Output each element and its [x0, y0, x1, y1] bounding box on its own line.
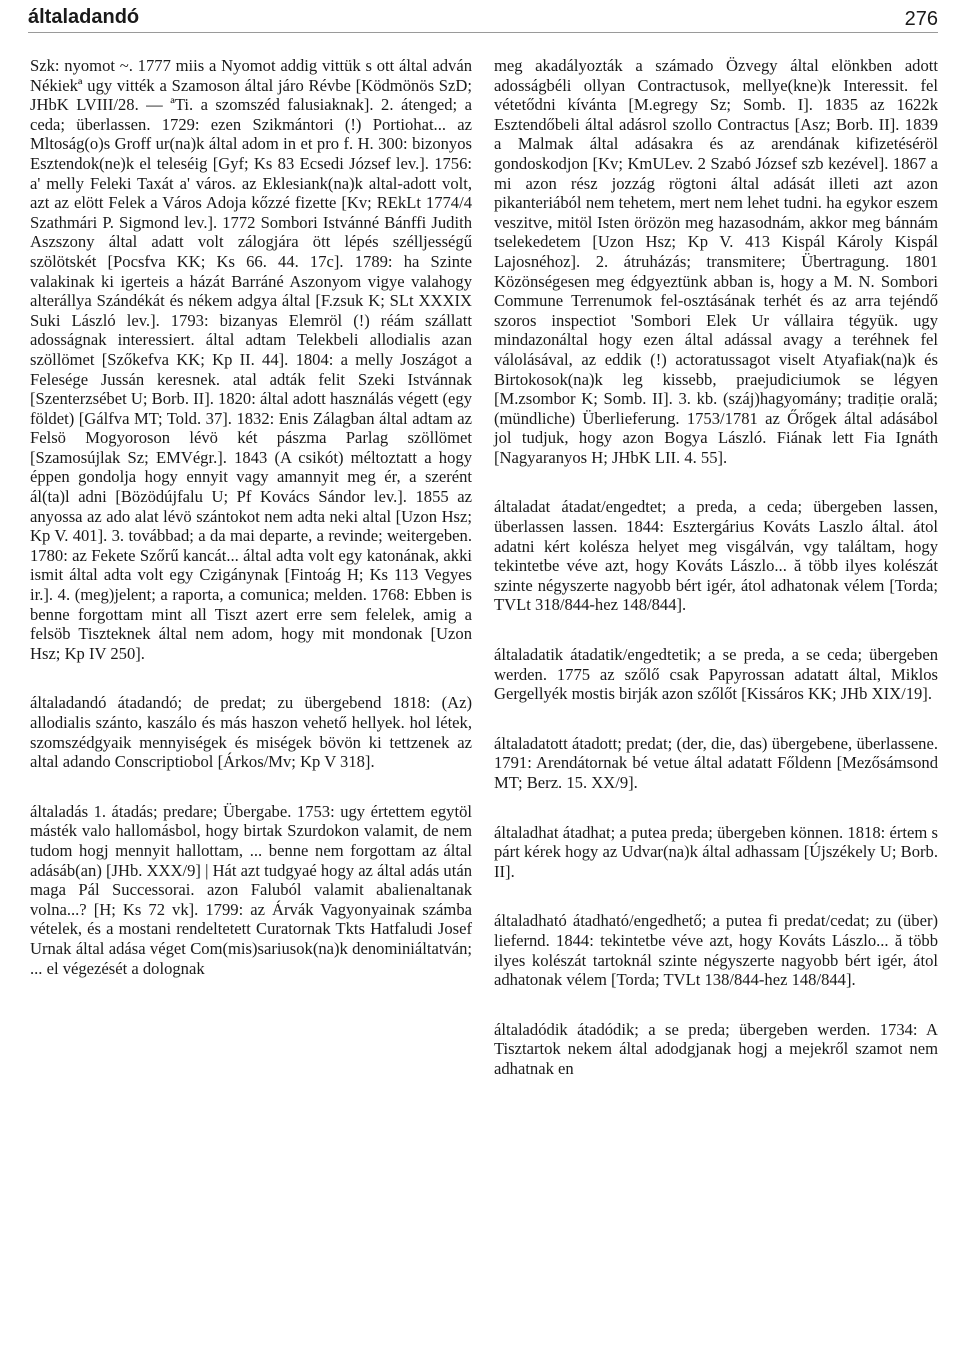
page-number: 276: [904, 8, 938, 30]
page-header: [28, 2, 938, 33]
entry-altaladodik: általadódik átadódik; a se preda; übergeben werden. 1734: A Tisztartok nekem által adodgjanak hogj a mejekről szamot nem adhatnak en: [494, 1019, 938, 1078]
entry-altaladatik: általadatik átadatik/engedtetik; a se preda, a se ceda; übergeben werden. 1775 az szőlő csak Papyrossan adatatt által, Miklos Gergellyék mostis birják azon szőlőt [Kissáros KK; JHb XIX/19].: [494, 645, 938, 704]
entry-altaladas: általadás 1. átadás; predare; Übergabe. 1753: ugy értettem egytöl másték valo hallomásbol, hogy birtak Szurdokon valamit, de nem tudom hogj mennyit hallottam, ... benne nem forgottam az által adásáb(an) [JHb. XXX/9] | Hát azt tudgyaé hogy az által adás után maga Pál Successorai. azon Faluból valamit abalienaltanak volna...? [H; Ks 72 vk]. 1799: az Árvák Vagyonyainak számba vételek, és a mostani rendeltetett Curatornak Tkts Hatfaludi Josef Urnak által adása véget Com(mis)sariusok(na)k denominiáltatván; ... el végezését a dolognak: [30, 801, 472, 978]
entry-altaladatott: általadatott átadott; predat; (der, die, das) übergebene, überlassene. 1791: Arendátornak bé vetue által adatatt Főldenn [Mezősámsond MT; Berz. 15. XX/9].: [494, 733, 938, 792]
entry-continuation: Szk: nyomot ~. 1777 miis a Nyomot addig vittük s ott által adván Nékiekª ugy vitték a Szamoson által járo Révbe [Ködmönös SzD; JHbK LVIII/28. — ªTi. a szomszéd falusiaknak]. 2. átenged; a ceda; überlassen. 1729: ezen Szikmántori (!) Portiohat... az Mltoság(o)s Groff ur(na)k által adom in et pro f. H. 300: bizonyos Esztendok(ne)k el teleséig [Gyf; Ks 83 Ecsedi József lev.]. 1756: a' melly Feleki Taxát a' város. az Eklesiank(na)k altal-adott volt, azt az elött Felek a Város Adoja kőzzé fizette [Kv; REkLt 1774/4 Szathmári P. Sigmond lev.]. 1772 Sombori Istvánné Bánffi Judith Aszszony által adatt volt zálogjára ött lépés szélljességű szölötskét [Pocsfva KK; Ks 66. 44. 17c]. 1789: ha Szinte valakinak ki igerteis a házát Barráné Aszonyom vigye valahogy alterállya Szándékát és nékem adgya által [F.zsuk K; SLt XXXIX Suki László lev.]. 1793: bizanyas Elemröl (!) réám szállatt adosságnak interessiert. által adtam Telekbeli allodialis azan szöllömet [Szőkefva KK; Kp II. 44]. 1804: a melly Joszágot a Felesége Jussán keresnek. atal adták felit Szeki Istvánnak [Szenterzsébet U; Borb. II]. 1820: által adott használás végett (egy földet) [Gálfva MT; Told. 37]. 1832: Enis Zálagban által adtam az Felsö Mogyoroson lévö két pászma Parlag szöllömet [Szamosújlak Sz; EMVégr.]. 1843 (A csikót) méltoztatt a hogy éppen gondolja hogy ennyit vagy amannyit meg ér, a szerént ál(ta)l adni [Bözödújfalu U; Pf Kovács Sándor lev.]. 1855 az anyossa az ado alat lévö szántokot nem adta neki altal [Uzon Hsz; Kp V. 401]. 3. továbbad; a da mai departe, a revinde; weitergeben. 1780: az Fekete Szőrű kancát... által adta volt egy katonának, akki ismit által adta volt egy Czigánynak [Fintoág H; Ks 113 Vegyes ir.]. 4. (meg)jelent; a raporta, a comunica; melden. 1768: Ebben is benne forgottam mint all Tiszt azert erre sem felelek, amig a felsöb Tiszteknek által nem adom, hogy mit mondonak [Uzon Hsz; Kp IV 250].: [30, 56, 472, 663]
entry-altaladhato: általadható átadható/engedhető; a putea fi predat/cedat; zu (über) liefernd. 1844: tekintetbe véve azt, hogy Kováts Lászlo... ă több ilyes kolészát tartoknál szinte négyszerte nagyobb bért igér, átol adhatonak vélem [Torda; TVLt 138/844-hez 148/844].: [494, 911, 938, 990]
entry-altaladhat: általadhat átadhat; a putea preda; übergeben können. 1818: értem s párt kérek hogy az Udvar(na)k által adhassam [Újszékely U; Borb. II].: [494, 822, 938, 881]
entry-altaladat: általadat átadat/engedtet; a preda, a ceda; übergeben lassen, überlassen lassen. 1844: Esztergárius Kováts Laszlo által. átol adatni kért kolésza helyet meg visgálván, vgy találtam, hogy tekintetbe véve azt, hogy Kováts Lászlo... ă több ilyes kolészát szinte négyszerte nagyobb bért igér, átol adhatonak vélem [Torda; TVLt 318/844-hez 148/844].: [494, 497, 938, 615]
entry-altaladas-continued: meg akadályozták a számado Özvegy által elönkben adott adosságbéli ollyan Contractusok, mellye(kne)k Interessit. fel vétetődni kívánta [M.egregy Sz; Somb. I]. 1835 az 1622k Esztendőbeli által adásrol szollo Contractus [Asz; Borb. II]. 1839 a Malmak által adásakra és az arendának kifizetéséröl gondoskodjon [Kv; KmULev. 2 Szabó József szb kezével]. 1867 a mi azon rész jozzág rögtoni által adását illeti azt azon pikanteriából nem tehetem, mert nem lehet tudni. ha egykor eszem veszitve, mitöl Isten örözön meg hazasodnám, akkor meg bánnám tselekedetem [Uzon Hsz; Kp V. 413 Kispál Károly Kispál Lajosnéhoz]. 2. átruházás; transmitere; Übertragung. 1801 Közönségesen meg édgyeztünk abban is, hogy a M. N. Sombori Commune Terrenumok fel-osztásának terhét és az arra tejéndő szoros inspectiot 'Sombori Elek Ur vállaira tégyük. ugy mindazonáltal hogy ezen által adással avagy a teréhnek fel válolásával, az eddik (!) actoratussagot viselt Atyafiak(na)k és Birtokosok(na)k leg kissebb, praejudiciumok se légyen [M.zsombor K; Somb. II]. 3. kb. (száj)hagyomány; tradiție orală; (mündliche) Überlieferung. 1753/1781 az Őrőgek által adásábol jol tudjuk, hogy azon Bogya László. Fiának lett Fia Ignáth [Nagyaranyos H; JHbK LII. 4. 55].: [494, 56, 938, 467]
entry-altaladando: általadandó átadandó; de predat; zu übergebend 1818: (Az) allodialis szánto, kaszálo és más haszon vehető hellyek. hol létek, szomszédgyaik mennyiségek és miségek bövön ki tettzenek az altal adando Conscriptiobol [Árkos/Mv; Kp V 318].: [30, 693, 472, 772]
left-column: [30, 56, 472, 978]
right-column: [494, 56, 938, 1079]
running-headword: általadandó: [28, 6, 140, 28]
